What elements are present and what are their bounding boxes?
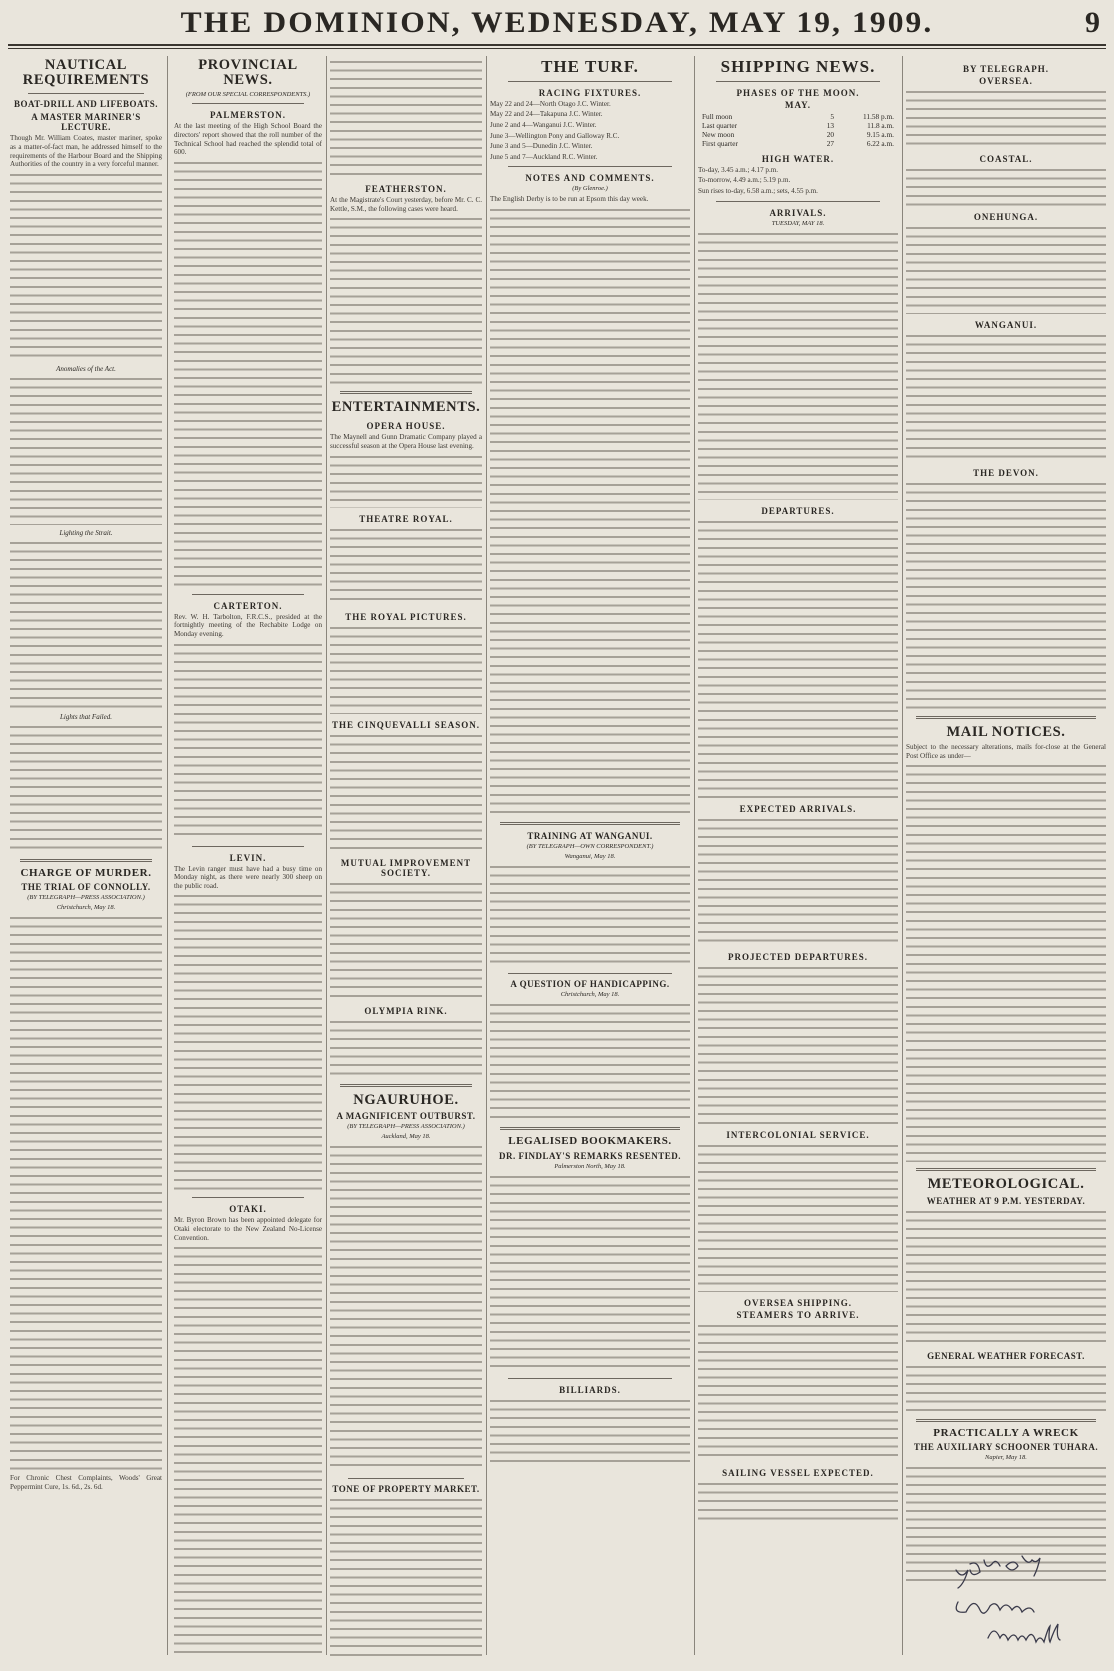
- fixture-item: June 5 and 7—Auckland R.C. Winter.: [490, 152, 598, 161]
- weather-report-text: [906, 1208, 1106, 1348]
- article-body-text: [330, 624, 482, 714]
- shipping-list-text: [698, 1480, 898, 1520]
- column-rule: [326, 56, 327, 1655]
- column-shipping: [698, 58, 898, 1657]
- masthead: [0, 0, 1114, 48]
- section-expected-arrivals: EXPECTED ARRIVALS.: [739, 803, 857, 814]
- section-olympia: OLYMPIA RINK.: [364, 1005, 448, 1016]
- credit-line: (BY TELEGRAPH—PRESS ASSOCIATION.): [27, 894, 145, 902]
- section-coastal: COASTAL.: [979, 154, 1033, 164]
- column-mail-weather: [906, 58, 1106, 1657]
- dateline: Napier, May 18.: [985, 1454, 1027, 1462]
- divider: [500, 1127, 680, 1130]
- headline-provincial: PROVINCIAL NEWS.: [198, 58, 298, 89]
- column-rule: [167, 56, 168, 1655]
- shipping-list-text: [906, 166, 1106, 206]
- section-racing-fixtures: RACING FIXTURES.: [538, 87, 642, 98]
- moon-row: [698, 112, 898, 121]
- headline-bookmakers: LEGALISED BOOKMAKERS.: [508, 1135, 672, 1147]
- headline-turf: THE TURF.: [541, 58, 639, 76]
- shipping-list-text: [698, 1322, 898, 1462]
- divider: [340, 391, 472, 394]
- masthead-rule-thin: [8, 48, 1106, 49]
- article-body-text: [490, 1397, 690, 1467]
- shipping-list-text: [906, 332, 1106, 462]
- shipping-list-text: [906, 88, 1106, 148]
- column-rule: [694, 56, 695, 1655]
- sun-times: Sun rises to-day, 6.58 a.m.; sets, 4.55 p.m.: [698, 187, 818, 196]
- section-arrivals: ARRIVALS.: [769, 207, 827, 218]
- weather-report-text: [906, 1363, 1106, 1413]
- article-lede: The Maynell and Gunn Dramatic Company played a successful season at the Opera House last evening.: [330, 433, 482, 450]
- fixture-item: June 2 and 4—Wanganui J.C. Winter.: [490, 121, 597, 130]
- subhead-boat-drill: BOAT-DRILL AND LIFEBOATS.: [13, 99, 159, 110]
- divider: [500, 822, 680, 825]
- column-rule: [902, 56, 903, 1655]
- page-number: 9: [1085, 6, 1100, 39]
- moon-day: 5: [830, 111, 834, 121]
- masthead-rule: [8, 44, 1106, 46]
- article-body-text: [490, 863, 690, 968]
- section-mutual-improvement: MUTUAL IMPROVEMENT SOCIETY.: [340, 857, 472, 878]
- moon-day: 20: [826, 129, 834, 139]
- moon-day: 27: [826, 138, 834, 148]
- shipping-list-text: [698, 964, 898, 1124]
- article-body-text: [10, 539, 162, 709]
- section-billiards: BILLIARDS.: [559, 1384, 621, 1395]
- section-theatre-royal: THEATRE ROYAL.: [359, 513, 453, 524]
- divider: [508, 81, 672, 82]
- shipping-list-text: [906, 224, 1106, 314]
- subhead-outburst: A MAGNIFICENT OUTBURST.: [336, 1110, 476, 1121]
- dateline: Auckland, May 18.: [381, 1132, 431, 1140]
- moon-row: [698, 121, 898, 130]
- headline-mail-notices: MAIL NOTICES.: [946, 724, 1066, 740]
- section-lighting: Lighting the Strait.: [59, 528, 113, 537]
- shipping-list-text: [698, 816, 898, 946]
- section-intercolonial: INTERCOLONIAL SERVICE.: [726, 1129, 870, 1140]
- column-turf: [490, 58, 690, 1657]
- divider: [192, 594, 304, 595]
- article-lede: At the Magistrate's Court yesterday, before Mr. C. C. Kettle, S.M., the following cases were heard.: [330, 196, 482, 213]
- article-body-text: [10, 914, 162, 1474]
- section-projected-departures: PROJECTED DEPARTURES.: [727, 951, 869, 962]
- advertisement: For Chronic Chest Complaints, Woods' Great Peppermint Cure, 1s. 6d., 2s. 6d.: [10, 1474, 162, 1491]
- article-body-text: [174, 1244, 322, 1657]
- divider: [192, 1197, 304, 1198]
- section-by-telegraph: BY TELEGRAPH.: [962, 64, 1049, 74]
- divider: [28, 93, 144, 94]
- section-sailing-vessel: SAILING VESSEL EXPECTED.: [722, 1467, 874, 1478]
- section-oversea: OVERSEA.: [979, 76, 1033, 86]
- shipping-list-text: [906, 480, 1106, 710]
- article-body-text: [330, 732, 482, 852]
- divider: [348, 1478, 464, 1479]
- credit-line: (FROM OUR SPECIAL CORRESPONDENTS.): [185, 91, 311, 99]
- moon-day: 13: [826, 120, 834, 130]
- article-body-text: [330, 526, 482, 606]
- section-cinquevalli: THE CINQUEVALLI SEASON.: [331, 719, 481, 730]
- section-high-water: HIGH WATER.: [761, 153, 835, 164]
- credit-line: (BY TELEGRAPH—PRESS ASSOCIATION.): [347, 1122, 465, 1130]
- article-body-text: [490, 1173, 690, 1373]
- section-opera-house: OPERA HOUSE.: [366, 421, 446, 432]
- shipping-list-text: [698, 230, 898, 500]
- column-entertainments: [330, 58, 482, 1657]
- byline: (By Glenroe.): [572, 185, 608, 193]
- section-otaki: OTAKI.: [229, 1204, 267, 1215]
- handwritten-annotation: [948, 1552, 1098, 1652]
- headline-nautical: NAUTICAL REQUIREMENTS: [22, 58, 150, 89]
- moon-phase: First quarter: [702, 138, 738, 148]
- article-lede: Mr. Byron Brown has been appointed delegate for Otaki electorate to the New Zealand No-License Convention.: [174, 1216, 322, 1242]
- moon-table: [698, 112, 898, 148]
- article-body-text: [174, 892, 322, 1192]
- article-body-text: [490, 206, 690, 816]
- subhead-lecture: A MASTER MARINER'S LECTURE.: [31, 112, 141, 133]
- fixture-item: May 22 and 24—North Otago J.C. Winter.: [490, 99, 611, 108]
- credit-line: (BY TELEGRAPH—OWN CORRESPONDENT.): [526, 843, 654, 850]
- moon-phase: New moon: [702, 129, 735, 139]
- moon-row: [698, 130, 898, 139]
- article-lede: Subject to the necessary alterations, mails for-close at the General Post Office as under—: [906, 743, 1106, 760]
- article-body-text: [10, 375, 162, 525]
- divider: [916, 1419, 1096, 1422]
- section-steamers: STEAMERS TO ARRIVE.: [736, 1309, 860, 1320]
- article-lede: Though Mr. William Coates, master mariner, spoke as a matter-of-fact man, he addressed himself to the requirements of the Harbour Board and the Shipping Authorities of the country in a very forceful manner.: [10, 134, 162, 169]
- section-onehunga: ONEHUNGA.: [973, 212, 1039, 222]
- article-lede: Rev. W. H. Tarbolton, F.R.C.S., presided at the fortnightly meeting of the Rechabite Lodge on Monday evening.: [174, 612, 322, 638]
- section-departures: DEPARTURES.: [761, 505, 835, 516]
- divider: [508, 973, 672, 974]
- shipping-list-text: [698, 1142, 898, 1292]
- subhead-weather: WEATHER AT 9 P.M. YESTERDAY.: [926, 1195, 1086, 1206]
- fixture-item: May 22 and 24—Takapuna J.C. Winter.: [490, 110, 603, 119]
- headline-wreck: PRACTICALLY A WRECK: [933, 1426, 1079, 1439]
- moon-time: 11.58 p.m.: [863, 111, 894, 121]
- article-body-text: [490, 1001, 690, 1121]
- divider: [716, 201, 880, 202]
- dateline: TUESDAY, MAY 18.: [771, 219, 825, 227]
- article-body-text: [330, 58, 482, 178]
- article-body-text: [330, 880, 482, 1000]
- divider: [716, 81, 880, 82]
- article-body-text: [10, 723, 162, 853]
- article-body-text: [10, 171, 162, 361]
- subhead-handicapping: A QUESTION OF HANDICAPPING.: [510, 979, 670, 989]
- moon-phase: Full moon: [702, 111, 733, 121]
- section-notes: NOTES AND COMMENTS.: [525, 173, 655, 184]
- mail-list-text: [906, 762, 1106, 1162]
- column-rule: [486, 56, 487, 1655]
- subhead-property-market: TONE OF PROPERTY MARKET.: [332, 1483, 480, 1494]
- section-levin: LEVIN.: [229, 852, 267, 863]
- section-oversea-shipping: OVERSEA SHIPPING.: [743, 1297, 853, 1308]
- section-devon: THE DEVON.: [973, 468, 1039, 478]
- article-body-text: [330, 215, 482, 385]
- article-body-text: [330, 1018, 482, 1078]
- article-lede: The Levin ranger must have had a busy time on Monday night, as there were nearly 300 sheep on the public road.: [174, 864, 322, 890]
- section-lights-failed: Lights that Failed.: [60, 712, 112, 721]
- article-body-text: [174, 159, 322, 589]
- dateline: Wanganui, May 18.: [564, 853, 616, 860]
- subhead-forecast: GENERAL WEATHER FORECAST.: [927, 1350, 1085, 1361]
- divider: [508, 166, 672, 167]
- section-wanganui: WANGANUI.: [974, 320, 1038, 330]
- article-body-text: [330, 453, 482, 508]
- section-moon-phases: PHASES OF THE MOON.: [736, 87, 860, 98]
- masthead-title: THE DOMINION, WEDNESDAY, MAY 19, 1909.: [180, 6, 934, 39]
- headline-meteorological: METEOROLOGICAL.: [927, 1176, 1085, 1193]
- tide-tomorrow: To-morrow, 4.49 a.m.; 5.19 p.m.: [698, 176, 791, 185]
- section-anomalies: Anomalies of the Act.: [56, 364, 116, 373]
- fixture-item: June 3 and 5—Dunedin J.C. Winter.: [490, 142, 593, 151]
- headline-murder: CHARGE OF MURDER.: [20, 866, 152, 879]
- subhead-tuhara: THE AUXILIARY SCHOONER TUHARA.: [913, 1442, 1099, 1453]
- subhead-connolly: THE TRIAL OF CONNOLLY.: [21, 882, 151, 893]
- shipping-list-text: [698, 518, 898, 798]
- headline-entertainments: ENTERTAINMENTS.: [331, 399, 481, 416]
- section-carterton: CARTERTON.: [213, 600, 283, 611]
- column-provincial: [174, 58, 322, 1657]
- moon-time: 11.8 a.m.: [867, 120, 894, 130]
- article-body-text: [174, 641, 322, 841]
- article-lede: At the last meeting of the High School Board the directors' report showed that the roll number of the Technical School had reached the splendid total of 600.: [174, 122, 322, 157]
- handwriting-scribble-icon: [948, 1552, 1098, 1652]
- divider: [192, 103, 304, 104]
- section-palmerston: PALMERSTON.: [210, 110, 286, 121]
- fixture-item: June 3—Wellington Pony and Galloway R.C.: [490, 131, 620, 140]
- subhead-findlay: DR. FINDLAY'S REMARKS RESENTED.: [499, 1150, 681, 1161]
- headline-ngauruhoe: NGAURUHOE.: [353, 1091, 459, 1108]
- moon-time: 6.22 a.m.: [866, 138, 894, 148]
- divider: [916, 1168, 1096, 1171]
- article-body-text: [330, 1496, 482, 1657]
- article-lede: The English Derby is to be run at Epsom this day week.: [490, 195, 649, 204]
- moon-phase: Last quarter: [702, 120, 738, 130]
- subhead-training: TRAINING AT WANGANUI.: [527, 831, 653, 841]
- divider: [192, 846, 304, 847]
- month-label: MAY.: [784, 99, 812, 110]
- divider: [916, 716, 1096, 719]
- fixture-list: [490, 100, 690, 162]
- tide-today: To-day, 3.45 a.m.; 4.17 p.m.: [698, 165, 779, 174]
- headline-shipping: SHIPPING NEWS.: [720, 58, 876, 76]
- moon-row: [698, 139, 898, 148]
- divider: [340, 1084, 472, 1087]
- dateline: Christchurch, May 18.: [560, 991, 620, 998]
- dateline: Christchurch, May 18.: [56, 904, 116, 912]
- section-featherston: FEATHERSTON.: [365, 184, 447, 194]
- column-nautical: [10, 58, 162, 1657]
- article-body-text: [330, 1143, 482, 1473]
- dateline: Palmerston North, May 18.: [554, 1162, 626, 1170]
- divider: [20, 859, 152, 862]
- section-royal-pictures: THE ROYAL PICTURES.: [345, 611, 467, 622]
- divider: [508, 1378, 672, 1379]
- moon-time: 9.15 a.m.: [866, 129, 894, 139]
